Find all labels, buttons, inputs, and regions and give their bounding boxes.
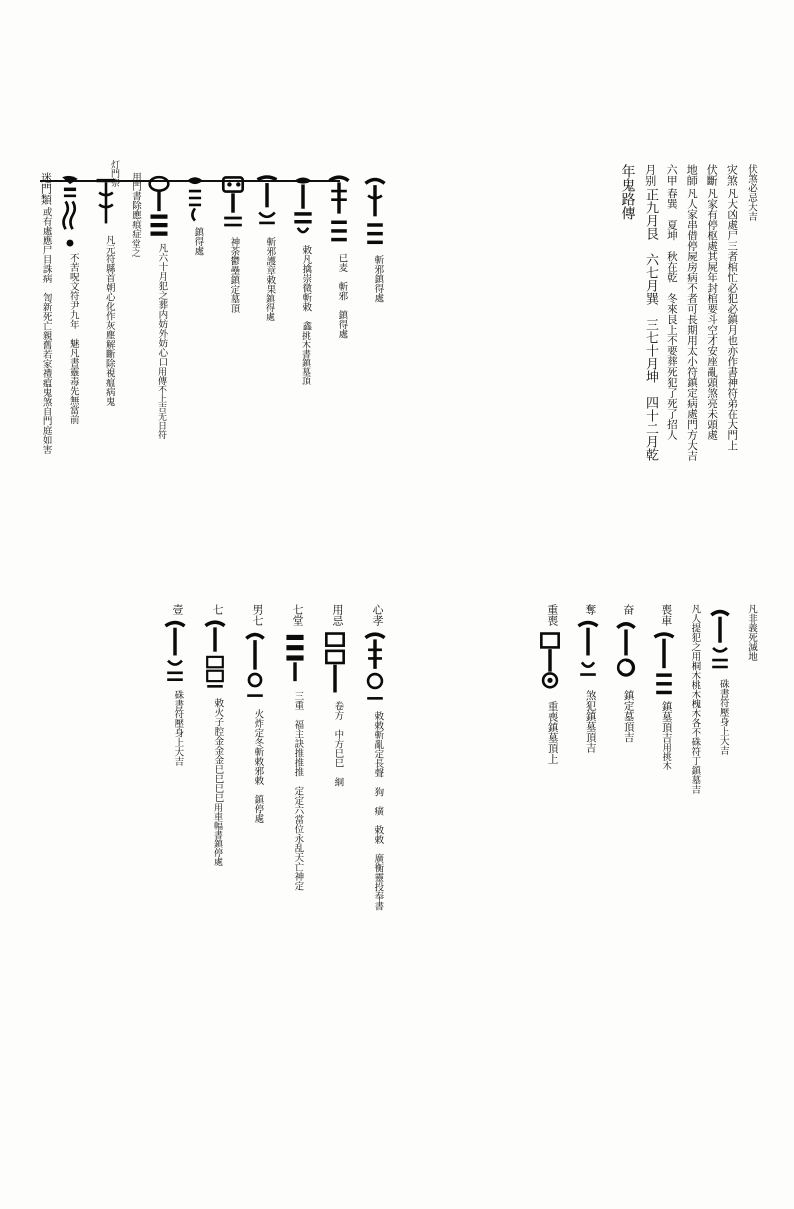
talisman-glyph xyxy=(362,172,392,252)
talisman-glyph xyxy=(182,172,212,224)
talisman-glyph xyxy=(282,628,312,688)
bottom-left-col-3: 七堂 三重 福主訣推推推 定定六當位永乱天亡神定 xyxy=(282,604,312,891)
bottom-right-col-3: 喪車 鎮墓頂吉 用挑木 xyxy=(651,604,681,770)
talisman-glyph xyxy=(242,628,272,706)
column-header-nianguilu: 年鬼路傳 xyxy=(619,164,636,220)
bottom-right-col-1: 奪 煞犯鎮墓頂吉 xyxy=(575,604,605,753)
talisman-glyph xyxy=(326,172,356,250)
page-corner-mark: 灯門祭 xyxy=(109,160,119,187)
bottom-half xyxy=(40,590,756,1010)
bottom-left-block xyxy=(40,590,392,1010)
bottom-right-col-4: 凡人提犯之用桐木桃木槐木各不硃符丁鎮墓吉 xyxy=(689,604,701,794)
top-left-block xyxy=(40,150,392,570)
bottom-left-columns xyxy=(162,604,392,1024)
top-left-col-4: 凡六十月犯之葬内妨外妨心口 用傳不上吉无日符 xyxy=(146,172,176,439)
top-left-col-10: 斬邪鎮得處 xyxy=(362,172,392,303)
talisman-glyph xyxy=(613,617,643,687)
bottom-right-col-2: 奋 鎮定墓頂吉 xyxy=(613,604,643,743)
top-left-col-7: 斬邪護章敕果 鎮得處 xyxy=(254,172,284,321)
bottom-right-columns xyxy=(537,604,756,1024)
bottom-left-col-1: 七 敕火子腔金金金巳巳巳巳 用車幅書鎮停處 xyxy=(202,604,232,866)
top-half xyxy=(40,150,756,570)
top-left-columns xyxy=(39,172,392,592)
top-left-col-3: 用門書除應痕症 堂之 xyxy=(129,172,141,257)
talisman-glyph xyxy=(537,628,567,698)
top-right-col-1: 六甲 春巽 夏坤 秋在乾 冬來艮上不要葬死犯了死了招人 xyxy=(665,164,679,440)
top-left-col-6: 神荼鬱壘鎮定墓頂 xyxy=(218,172,248,313)
talisman-glyph xyxy=(254,172,284,234)
top-left-col-1: 不苦呪文符尹九年 魅凡書靈毒先無當前 xyxy=(57,172,87,424)
bottom-left-col-4: 用忌 卷方 中方巳巳 絧 xyxy=(322,604,352,787)
talisman-glyph xyxy=(290,172,320,242)
top-left-col-8: 敕凡擒崇微斬敕 鑫 挑木書鎮墓頂 xyxy=(290,172,320,385)
talisman-glyph xyxy=(575,617,605,687)
top-right-col-0: 月别 正九月艮 六七月巽 三七十月坤 四十二月乾 xyxy=(643,164,658,461)
bottom-right-col-6: 凡非義死滅地 xyxy=(746,604,757,661)
top-right-block xyxy=(412,150,756,570)
bottom-left-col-2: 男七 火炸定冬斬敕邪敕 鎮停處 xyxy=(242,604,272,823)
bottom-left-col-5: 心孝 敕敕斬亂定長聲 狗 癀 敕敕 廣衡靈投奉書 xyxy=(362,604,392,911)
talisman-glyph xyxy=(322,628,352,698)
bottom-right-col-5: 硃書符壓身上大吉 xyxy=(707,604,737,755)
top-right-col-2: 地師 凡人家串借停屍房病不者可長期用太小符鎮定病處門方大吉 xyxy=(685,164,699,461)
bottom-right-block xyxy=(412,590,756,1010)
bottom-left-col-0: 壹 硃書符壓身上大吉 xyxy=(162,604,192,766)
bottom-right-col-0: 重喪 重喪鎮墓頂上 xyxy=(537,604,567,764)
top-right-col-3: 伏斷 凡家有停枢處其屍年封棺要斗空才安座亂頭煞亮未頭處 xyxy=(705,164,719,440)
top-right-col-4: 灾煞 凡大凶處尸三者棺忙必犯必鎮月也亦作書神符弟在大門上 xyxy=(725,164,739,451)
talisman-glyph xyxy=(146,172,176,240)
top-left-col-0: 迷門類 或有處應尸目誅病 訇新死亡親舊若家禮瘟鬼煞自門庭如害 xyxy=(39,172,53,454)
talisman-glyph xyxy=(218,172,248,234)
top-right-columns xyxy=(619,164,756,584)
talisman-glyph xyxy=(362,628,392,708)
talisman-glyph xyxy=(202,617,232,695)
top-left-col-2: 凡元符縣首朝心化作灰塵解斷除視瘟病鬼 xyxy=(93,172,123,406)
top-left-col-5: 鎮得處 xyxy=(182,172,212,256)
talisman-glyph xyxy=(57,172,87,250)
talisman-glyph xyxy=(707,606,737,676)
talisman-glyph xyxy=(162,617,192,687)
top-right-col-5: 伏煞必忌大吉 xyxy=(746,164,757,221)
top-left-col-9: 已麦 斬邪 鎮得處 xyxy=(326,172,356,339)
talisman-glyph xyxy=(651,628,681,698)
